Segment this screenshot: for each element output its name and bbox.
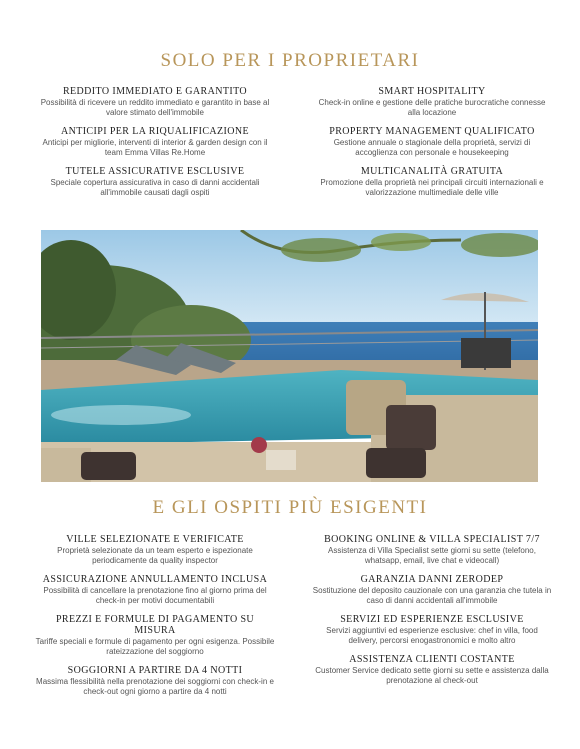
feature-item	[35, 574, 275, 606]
owners-left-column	[35, 86, 275, 206]
feature-item	[35, 534, 275, 566]
feature-text: Sostituzione del deposito cauzionale con una garanzia che tutela in caso di danni accidentali all'immobile	[312, 586, 552, 605]
feature-text: Anticipi per migliorie, interventi di interior & garden design con il team Emma Villas Re.Home	[42, 138, 268, 157]
feature-title: ASSICURAZIONE ANNULLAMENTO INCLUSA	[42, 574, 268, 585]
feature-text: Servizi aggiuntivi ed esperienze esclusive: chef in villa, food delivery, percorsi enogastronomici e molto altro	[326, 626, 538, 645]
feature-title: ANTICIPI PER LA RIQUALIFICAZIONE	[60, 126, 250, 137]
section-title-guests: E GLI OSPITI PIÙ ESIGENTI	[152, 497, 428, 518]
feature-item	[312, 166, 552, 198]
feature-title: BOOKING ONLINE & VILLA SPECIALIST 7/7	[324, 534, 540, 545]
feature-title: VILLE SELEZIONATE E VERIFICATE	[66, 534, 244, 545]
feature-text: Check-in online e gestione delle pratiche burocratiche connesse alla locazione	[318, 98, 546, 117]
feature-item	[312, 534, 552, 566]
feature-item	[312, 654, 552, 686]
villa-pool-photo	[41, 230, 538, 482]
feature-title: REDDITO IMMEDIATO E GARANTITO	[62, 86, 248, 97]
feature-title: SOGGIORNI A PARTIRE DA 4 NOTTI	[67, 665, 243, 676]
feature-title: PREZZI E FORMULE DI PAGAMENTO SU MISURA	[55, 614, 255, 636]
feature-title: ASSISTENZA CLIENTI COSTANTE	[349, 654, 515, 665]
feature-item	[35, 86, 275, 118]
feature-item	[312, 614, 552, 646]
feature-text: Tariffe speciali e formule di pagamento per ogni esigenza. Possibile rateizzazione del soggiorno	[35, 637, 275, 656]
feature-item	[35, 614, 275, 657]
feature-title: SERVIZI ED ESPERIENZE ESCLUSIVE	[340, 614, 524, 625]
feature-text: Massima flessibilità nella prenotazione dei soggiorni con check-in e check-out ogni giorno a partire da 4 notti	[36, 677, 274, 696]
feature-text: Possibilità di ricevere un reddito immediato e garantito in base al valore stimato dell'immobile	[40, 98, 270, 117]
feature-text: Gestione annuale o stagionale della proprietà, servizi di accoglienza con personale e housekeeping	[333, 138, 531, 157]
feature-title: GARANZIA DANNI ZERODEP	[360, 574, 504, 585]
feature-text: Promozione della proprietà nei principali circuiti internazionali e valorizzazione multimediale delle ville	[320, 178, 544, 197]
feature-text: Customer Service dedicato sette giorni su sette e assistenza dalla prenotazione al check-out	[315, 666, 549, 685]
section-title-owners: SOLO PER I PROPRIETARI	[160, 50, 420, 71]
feature-title: PROPERTY MANAGEMENT QUALIFICATO	[329, 126, 535, 137]
feature-item	[35, 665, 275, 697]
feature-item	[35, 126, 275, 158]
feature-text: Proprietà selezionate da un team esperto e ispezionate periodicamente da quality inspector	[57, 546, 253, 565]
feature-text: Assistenza di Villa Specialist sette giorni su sette (telefono, whatsapp, email, live chat e videocall)	[328, 546, 536, 565]
feature-item	[35, 166, 275, 198]
feature-item	[312, 126, 552, 158]
feature-item	[312, 86, 552, 118]
owners-right-column	[312, 86, 552, 206]
feature-item	[312, 574, 552, 606]
feature-title: SMART HOSPITALITY	[378, 86, 486, 97]
feature-title: MULTICANALITÀ GRATUITA	[360, 166, 504, 177]
feature-text: Speciale copertura assicurativa in caso di danni accidentali all'immobile causati dagli ospiti	[50, 178, 260, 197]
guests-right-column	[312, 534, 552, 694]
guests-left-column	[35, 534, 275, 705]
feature-text: Possibilità di cancellare la prenotazione fino al giorno prima del check-in per motivi documentabili	[43, 586, 267, 605]
feature-title: TUTELE ASSICURATIVE ESCLUSIVE	[65, 166, 245, 177]
